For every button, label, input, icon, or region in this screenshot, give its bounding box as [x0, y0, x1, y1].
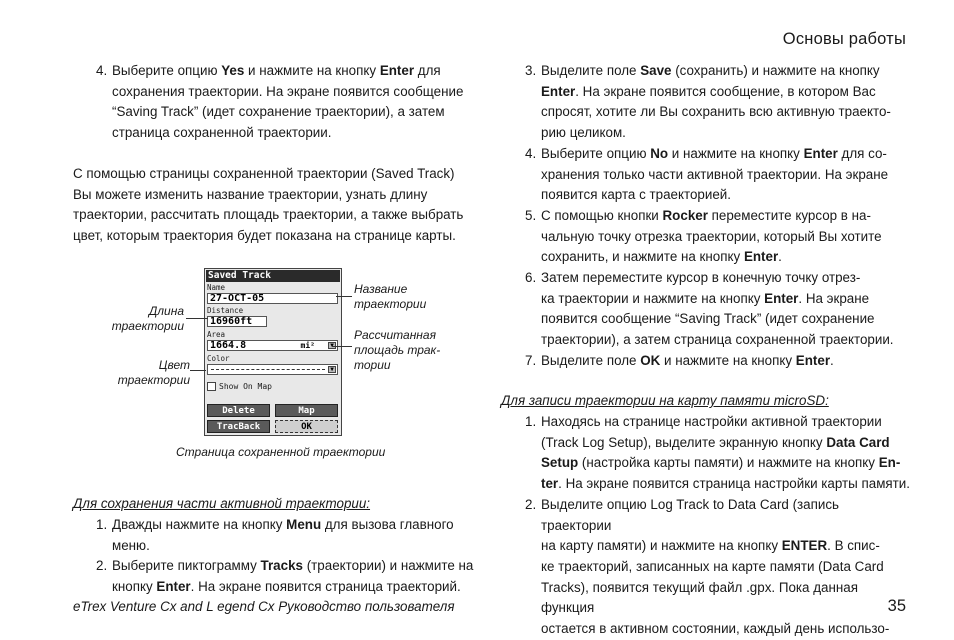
text-run: Выделите поле [541, 352, 641, 368]
list-item-line [541, 123, 911, 144]
text-run: . На экране [798, 290, 870, 306]
callout-line: тории [354, 358, 391, 372]
text-run: траектории), а затем страница сохраненной траектории. [541, 332, 894, 348]
paragraph-line: Вы можете изменить название траектории, узнать длину [73, 186, 428, 202]
text-run: для [414, 63, 441, 78]
right-step-list-2 [525, 412, 911, 640]
list-item-line [112, 123, 482, 144]
paragraph-line: траектории, рассчитать площадь траектории, а также выбрать [73, 207, 464, 223]
bold-term: Enter [764, 290, 799, 306]
bold-term: Enter [156, 579, 191, 595]
callout-color [100, 358, 190, 388]
text-run: Выберите опцию [541, 145, 651, 161]
list-item [525, 351, 911, 372]
list-item [96, 556, 482, 597]
text-run: . На экране появится сообщение, в котором Вас [575, 83, 876, 99]
step-number: 4. [525, 145, 537, 161]
callout-line: площадь трак- [354, 343, 441, 357]
text-run: Выделите поле [541, 63, 641, 78]
step-number: 2. [525, 496, 537, 512]
callout-line: Рассчитанная [354, 328, 436, 342]
callout-length [100, 304, 184, 334]
text-run: спросят, хотите ли Вы сохранить всю активную траекто- [541, 104, 891, 120]
text-run: на карту памяти) и нажмите на кнопку [541, 538, 782, 554]
text-run: ка траектории и нажмите на кнопку [541, 290, 765, 306]
text-run: появится карта с траекторией. [541, 187, 731, 203]
intro-paragraph [73, 164, 483, 247]
bold-term: Setup [541, 455, 579, 471]
list-item-line [541, 144, 911, 165]
list-item-line [541, 536, 911, 557]
text-run: для со- [837, 145, 887, 161]
text-run: и нажмите на кнопку [244, 63, 380, 78]
text-run: (сохранить) и нажмите на кнопку [671, 63, 880, 78]
list-item-line [541, 206, 911, 227]
bold-term: No [650, 145, 669, 161]
left-step-list-top [96, 61, 482, 144]
list-item-line [541, 82, 911, 103]
distance-label: Distance [207, 306, 244, 315]
bold-term: Menu [286, 517, 322, 532]
leader-line [190, 370, 206, 371]
list-item [525, 144, 911, 206]
callout-line: траектории [117, 373, 190, 387]
leader-line [336, 296, 352, 297]
bold-term: ter [541, 476, 559, 492]
list-item [525, 412, 911, 495]
list-item-line [541, 289, 911, 310]
list-item-line [112, 102, 482, 123]
footer-title: eTrex Venture Cx and L egend Cx Руководство пользователя [73, 599, 455, 614]
color-select[interactable] [207, 364, 338, 375]
delete-button[interactable]: Delete [207, 404, 270, 417]
text-run: . На экране появится страница настройки карты памяти. [558, 476, 911, 492]
list-item-line [112, 536, 482, 557]
chevron-down-icon[interactable]: ▼ [328, 366, 336, 373]
list-item-line [541, 330, 911, 351]
text-run: чальную точку отрезка траектории, который Вы хотите [541, 228, 882, 244]
area-number: 1664.8 [210, 340, 247, 351]
bold-term: Enter [541, 83, 576, 99]
bold-term: Enter [379, 63, 415, 78]
text-run: остается в активном состоянии, каждый день использо- [541, 621, 890, 637]
bold-term: Enter [803, 145, 838, 161]
bold-term: Tracks [260, 558, 303, 574]
list-item [96, 515, 482, 556]
text-run: Выберите опцию [112, 63, 222, 78]
list-item-line [541, 557, 911, 578]
bold-term: OK [640, 352, 661, 368]
text-run: для вызова главного [321, 517, 454, 532]
color-label: Color [207, 354, 230, 363]
callout-line: траектории [111, 319, 184, 333]
text-run: меню. [112, 537, 150, 553]
text-run: Дважды нажмите на кнопку [112, 517, 287, 532]
text-run: “Saving Track” (идет сохранение траектории), а затем [112, 104, 445, 120]
text-run: Tracks), появится текущий файл .gpx. Пока данная функция [541, 579, 858, 616]
step-number: 6. [525, 270, 537, 286]
paragraph-line: С помощью страницы сохраненной траектории (Saved Track) [73, 166, 455, 181]
text-run: хранения только части активной траектории. На экране [541, 166, 889, 182]
list-item [525, 495, 911, 640]
list-item-line [541, 165, 911, 186]
section-header: Основы работы [782, 30, 906, 48]
text-run: Затем переместите курсор в конечную точку отрез- [541, 270, 861, 286]
text-run: сохранить, и нажмите на кнопку [541, 249, 744, 265]
callout-line: траектории [354, 297, 427, 311]
step-number: 4. [96, 63, 108, 78]
bold-term: Save [640, 63, 672, 78]
show-on-map-checkbox[interactable] [207, 382, 216, 391]
list-item-line [541, 453, 911, 474]
list-item-line [112, 61, 482, 82]
left-subheading: Для сохранения части активной траектории: [73, 496, 371, 511]
step-number: 3. [525, 63, 537, 78]
list-item-line [541, 102, 911, 123]
ok-button[interactable]: OK [275, 420, 338, 433]
show-on-map-label: Show On Map [219, 382, 272, 391]
callout-area [354, 328, 464, 373]
list-item-line [541, 495, 911, 536]
list-item [96, 61, 482, 144]
map-button[interactable]: Map [275, 404, 338, 417]
text-run: ке траекторий, записанных на карте памяти (Data Card [541, 558, 884, 574]
trackback-button[interactable]: TracBack [207, 420, 270, 433]
callout-line: Название [354, 282, 408, 296]
bold-term: Enter [795, 352, 831, 368]
text-run: появится сообщение “Saving Track” (идет сохранение [541, 311, 875, 327]
step-number: 7. [525, 352, 537, 368]
list-item-line [112, 82, 482, 103]
area-unit: mi² [300, 341, 315, 350]
list-item-line [541, 227, 911, 248]
leader-line [186, 318, 208, 319]
list-item-line [541, 185, 911, 206]
list-item-line [112, 577, 482, 598]
step-number: 2. [96, 558, 108, 574]
track-name-field[interactable]: 27-OCT-05 [207, 293, 338, 304]
list-item-line [541, 578, 911, 619]
text-run: кнопку [112, 579, 157, 595]
color-swatch [211, 369, 325, 370]
text-run: (настройка карты памяти) и нажмите на кнопку [578, 455, 879, 471]
text-run: и нажмите на кнопку [660, 352, 796, 368]
callout-line: Цвет [158, 358, 190, 372]
figure-caption: Страница сохраненной траектории [176, 445, 386, 459]
text-run: . [778, 249, 782, 265]
paragraph-line: цвет, которым траектория будет показана на странице карты. [73, 228, 456, 244]
area-value[interactable] [207, 340, 338, 351]
bold-term: Enter [743, 249, 779, 265]
list-item-line [541, 474, 911, 495]
step-number: 5. [525, 207, 537, 223]
list-item-line [541, 247, 911, 268]
text-run: Находясь на странице настройки активной траектории [541, 414, 882, 429]
text-run: сохранения траектории. На экране появится сообщение [112, 83, 464, 99]
list-item [525, 268, 911, 351]
list-item [525, 206, 911, 268]
list-item-line [541, 412, 911, 433]
list-item-line [112, 556, 482, 577]
text-run: (траектории) и нажмите на [302, 558, 474, 574]
screen-title: Saved Track [206, 270, 340, 282]
text-run: переместите курсор в на- [707, 207, 871, 223]
list-item-line [541, 433, 911, 454]
text-run: рию целиком. [541, 125, 626, 141]
list-item-line [541, 351, 911, 372]
step-number: 1. [96, 517, 108, 532]
bold-term: Rocker [662, 207, 708, 223]
step-number: 1. [525, 414, 537, 429]
right-subheading: Для записи траектории на карту памяти microSD: [501, 393, 829, 408]
right-step-list [525, 61, 911, 372]
text-run: . В спис- [827, 538, 880, 554]
text-run: . На экране появится страница траекторий. [190, 579, 461, 595]
callout-name [354, 282, 454, 312]
area-label: Area [207, 330, 226, 339]
bold-term: Data Card [826, 434, 890, 450]
leader-line [332, 346, 352, 347]
bold-term: ENTER [781, 538, 828, 554]
bold-term: Yes [221, 63, 245, 78]
text-run: Выделите опцию Log Track to Data Card (запись траектории [541, 496, 840, 533]
list-item-line [112, 515, 482, 536]
left-step-list [96, 515, 482, 598]
list-item-line [541, 61, 911, 82]
text-run: и нажмите на кнопку [668, 145, 804, 161]
text-run: страница сохраненной траектории. [112, 125, 332, 141]
text-run: (Track Log Setup), выделите экранную кнопку [541, 434, 827, 450]
page-number: 35 [887, 597, 906, 615]
name-label: Name [207, 283, 226, 292]
text-run: . [830, 352, 834, 368]
list-item-line [541, 268, 911, 289]
list-item-line [541, 309, 911, 330]
distance-value: 16960ft [207, 316, 267, 327]
saved-track-screen [204, 268, 342, 436]
text-run: Выберите пиктограмму [112, 558, 261, 574]
list-item [525, 61, 911, 144]
text-run: С помощью кнопки [541, 207, 663, 223]
bold-term: En- [878, 455, 901, 471]
callout-line: Длина [148, 304, 184, 318]
